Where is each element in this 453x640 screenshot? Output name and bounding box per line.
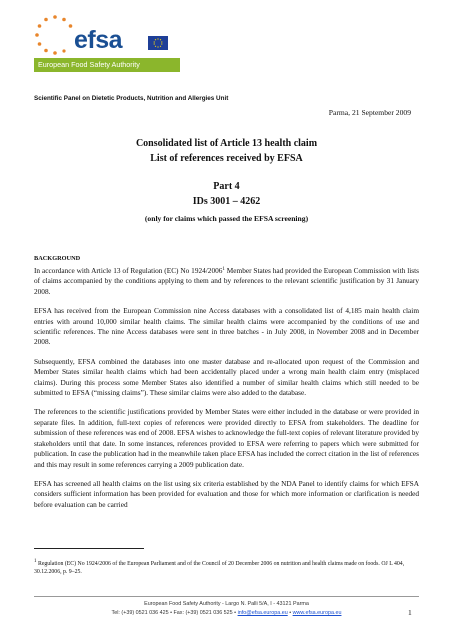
- unit-name: Scientific Panel on Dietetic Products, Nutrition and Allergies Unit: [34, 95, 229, 102]
- title-ids: IDs 3001 – 4262: [192, 196, 261, 207]
- title-line-1: Consolidated list of Article 13 health claim: [135, 138, 318, 149]
- email-link[interactable]: info@efsa.europa.eu: [237, 610, 288, 616]
- paragraph-2: EFSA has received from the European Commission nine Access databases with a consolidated list of 4,185 main health claim entries with around 10,000 similar health claims. The similar health claims were accompanied by the conditions of use and scientific references. The nine Access databases were sent in three batches - in July 2008, in November 2008 and in December 2008.: [34, 306, 419, 347]
- footer-address: European Food Safety Authority - Largo N. Palli 5/A, I - 43121 Parma: [144, 601, 309, 607]
- logo-authority-bar: European Food Safety Authority: [34, 58, 180, 72]
- paragraph-3: Subsequently, EFSA combined the databases into one master database and re-allocated upon request of the Commission and Member States similar health claims which had been accidentally placed under a wrong main health claim entry (misplaced claims). During this process some Member States also identified a number of similar health claims which still needed to be submitted to EFSA (“missing claims”). These similar claims were also added to the database.: [34, 356, 419, 398]
- eu-flag-icon: [148, 36, 168, 50]
- efsa-logo: [34, 14, 180, 76]
- body-text: [34, 266, 419, 519]
- footnote-divider: [34, 548, 144, 549]
- section-heading: BACKGROUND: [34, 255, 81, 262]
- paragraph-1: In accordance with Article 13 of Regulation (EC) No 1924/2006$^1$ Member States had provided the European Commission with lists of claims accompanied by the conditions applying to them and by references to the relevant scientific justification by 31 January 2008.: [34, 266, 419, 296]
- title-subtitle: (only for claims which passed the EFSA screening): [144, 214, 309, 223]
- paragraph-5: EFSA has screened all health claims on the list using six criteria established by the NDA Panel to identify claims for which EFSA considers sufficient information has been provided for evaluation and those for which more information or clarification is needed before evaluation can be carried: [34, 478, 419, 509]
- title-part: Part 4: [213, 181, 240, 192]
- footer-contacts: Tel: (+39) 0521 036 425 • Fax: (+39) 0521 036 525 • info@efsa.europa.eu • www.efsa.europa.eu: [111, 610, 342, 616]
- stars-icon: [34, 14, 76, 56]
- paragraph-4: The references to the scientific justifications provided by Member States were either included in the database or were provided in separate files. In addition, full-text copies of references were provided directly to EFSA from stakeholders. The deadline for submission of these references was end of 2008. EFSA wishes to acknowledge the full-text copies of relevant literature provided by stakeholders until that date. In some instances, references provided to EFSA were referring to papers which were submitted for publication. In case the publication had in the meanwhile taken place EFSA has included the correct citation in the list of references and this may result in some references carrying a 2009 publication date.: [34, 407, 419, 469]
- dateline: Parma, 21 September 2009: [328, 108, 411, 117]
- title-line-2: List of references received by EFSA: [150, 153, 303, 164]
- logo-wordmark: efsa: [74, 26, 123, 54]
- footnote-ref[interactable]: 1: [222, 267, 225, 272]
- website-link[interactable]: www.efsa.europa.eu: [292, 610, 342, 616]
- footer-divider: [34, 596, 419, 597]
- footnote: $^1$ Regulation (EC) No 1924/2006 of the European Parliament and of the Council of 20 December 2006 on nutrition and health claims made on foods. OJ L 404, 30.12.2006, p. 9–25.: [34, 559, 405, 575]
- page-number: 1: [408, 608, 412, 617]
